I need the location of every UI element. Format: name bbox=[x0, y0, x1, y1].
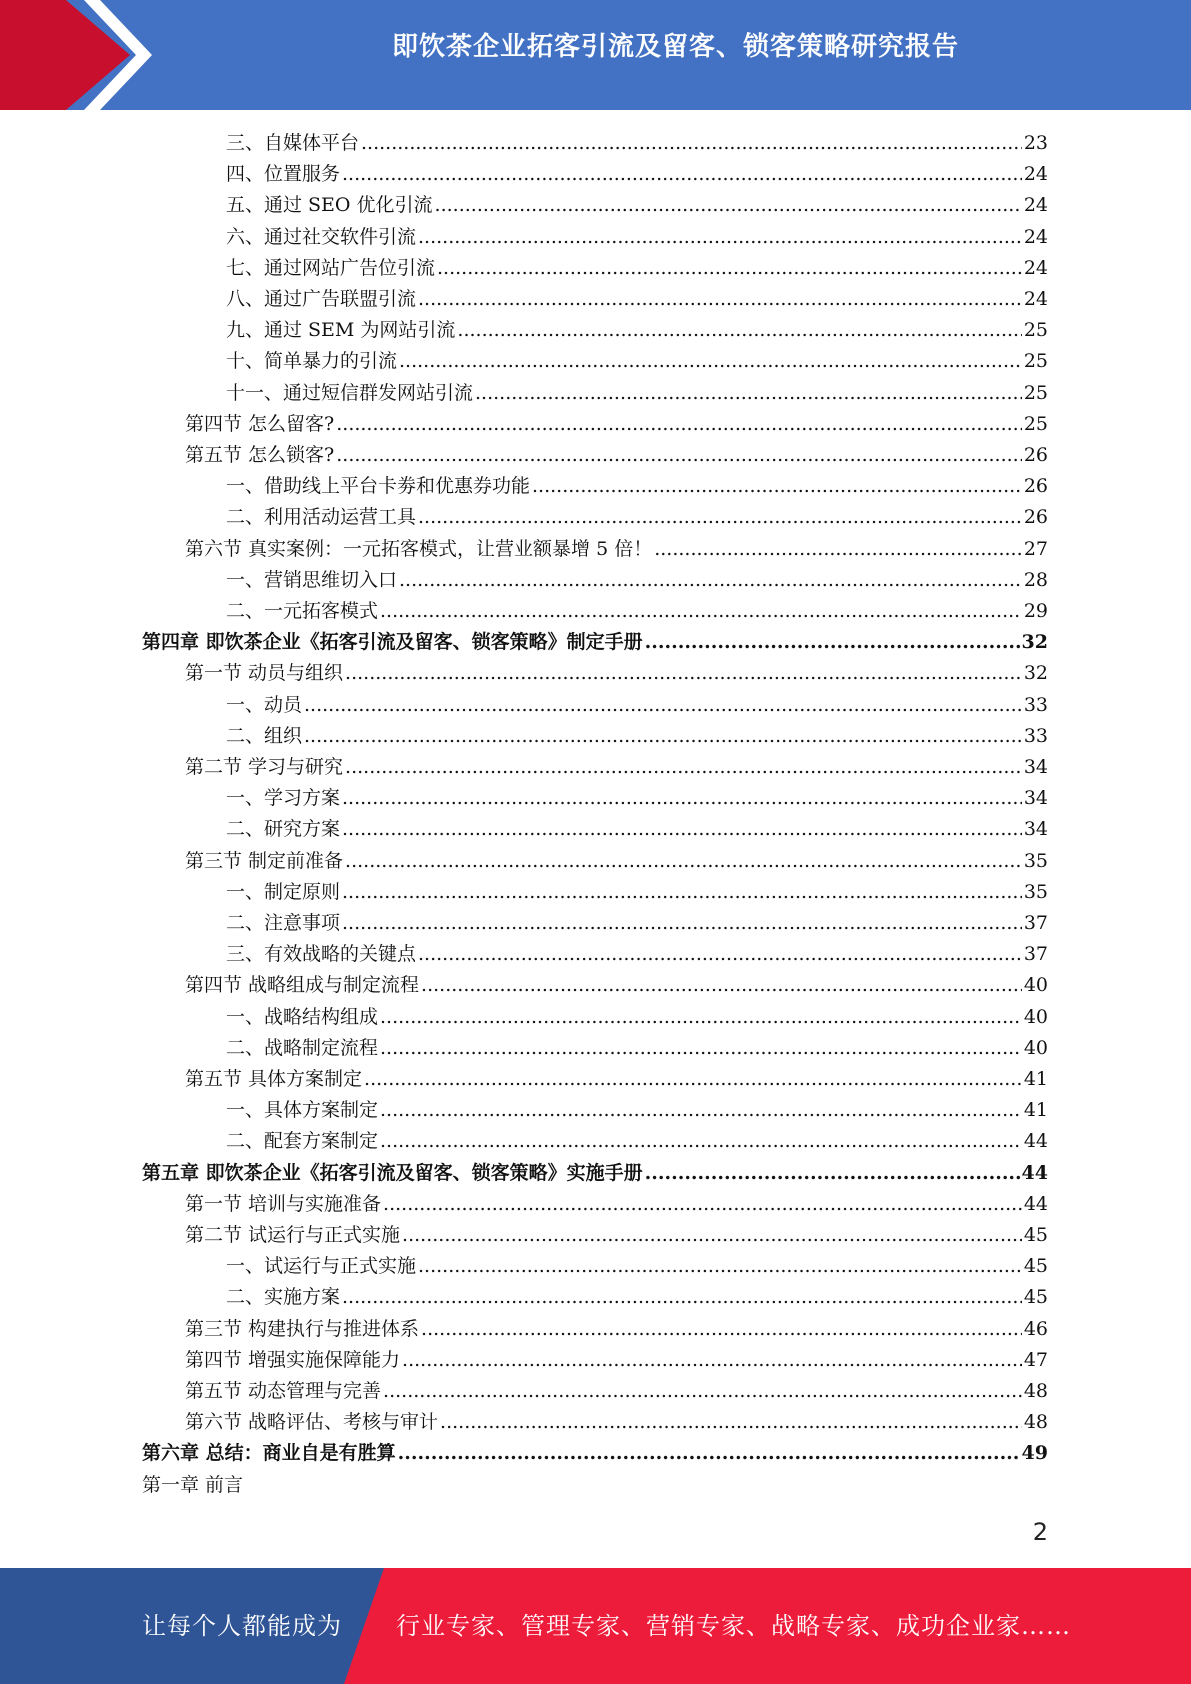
toc-entry-page: 44 bbox=[1023, 1192, 1048, 1215]
toc-entry-page: 48 bbox=[1023, 1380, 1048, 1402]
toc-dot-leader bbox=[421, 1314, 1022, 1345]
toc-entry-title: 二、研究方案 bbox=[226, 818, 341, 841]
toc-dot-leader bbox=[399, 346, 1022, 377]
toc-entry-page: 27 bbox=[1023, 537, 1048, 560]
toc-entry-title: 第一节 动员与组织 bbox=[185, 662, 344, 685]
toc-entry[interactable] bbox=[185, 1314, 1048, 1345]
toc-entry-title: 第二节 学习与研究 bbox=[185, 756, 344, 778]
toc-entry-page: 49 bbox=[1021, 1442, 1048, 1465]
toc-entry-page: 37 bbox=[1023, 912, 1048, 934]
toc-dot-leader bbox=[342, 159, 1022, 190]
toc-entry[interactable] bbox=[185, 534, 1048, 565]
toc-entry[interactable] bbox=[226, 1002, 1048, 1033]
page-footer bbox=[0, 1568, 1191, 1684]
toc-entry-title: 第三节 制定前准备 bbox=[185, 849, 344, 872]
toc-dot-leader bbox=[418, 1251, 1022, 1282]
toc-entry-page: 34 bbox=[1023, 818, 1048, 841]
toc-entry[interactable] bbox=[226, 159, 1048, 190]
toc-entry-title: 第五节 具体方案制定 bbox=[185, 1068, 363, 1090]
toc-entry-page: 32 bbox=[1021, 631, 1048, 654]
toc-entry-title: 九、通过 SEM 为网站引流 bbox=[226, 319, 456, 342]
toc-entry[interactable] bbox=[226, 908, 1048, 939]
toc-entry-page: 25 bbox=[1023, 319, 1048, 342]
toc-entry[interactable] bbox=[185, 1376, 1048, 1407]
toc-entry[interactable] bbox=[226, 315, 1048, 346]
toc-entry-page: 24 bbox=[1023, 225, 1048, 248]
toc-dot-leader bbox=[364, 1064, 1022, 1095]
toc-entry-title: 第五节 怎么锁客? bbox=[185, 444, 335, 466]
toc-entry-title: 五、通过 SEO 优化引流 bbox=[226, 194, 433, 217]
toc-dot-leader bbox=[399, 565, 1022, 596]
toc-entry-page: 47 bbox=[1023, 1348, 1048, 1371]
toc-dot-leader bbox=[345, 752, 1022, 783]
toc-dot-leader bbox=[380, 1002, 1022, 1033]
toc-entry-page: 25 bbox=[1023, 350, 1048, 373]
toc-entry-page: 41 bbox=[1023, 1099, 1048, 1122]
footer-slogan-left: 让每个人都能成为 bbox=[142, 1612, 342, 1640]
toc-entry[interactable] bbox=[185, 846, 1048, 877]
toc-entry-page: 24 bbox=[1023, 256, 1048, 279]
toc-entry[interactable] bbox=[226, 721, 1048, 752]
toc-entry-title: 一、动员 bbox=[226, 693, 303, 716]
toc-dot-leader bbox=[418, 939, 1022, 970]
toc-entry-page: 46 bbox=[1023, 1317, 1048, 1340]
toc-entry-title: 第四章 即饮茶企业《拓客引流及留客、锁客策略》制定手册 bbox=[142, 631, 643, 654]
toc-entry-page: 40 bbox=[1023, 1005, 1048, 1028]
toc-entry[interactable] bbox=[226, 939, 1048, 970]
toc-entry-title: 十、简单暴力的引流 bbox=[226, 350, 398, 373]
toc-entry-page: 34 bbox=[1023, 787, 1048, 810]
toc-entry[interactable] bbox=[226, 190, 1048, 221]
toc-dot-leader bbox=[475, 378, 1022, 409]
toc-entry[interactable] bbox=[226, 690, 1048, 721]
toc-entry[interactable] bbox=[142, 1158, 1048, 1189]
toc-dot-leader bbox=[418, 284, 1022, 315]
toc-entry-page: 35 bbox=[1023, 849, 1048, 872]
toc-entry[interactable] bbox=[226, 1282, 1048, 1313]
toc-entry-page: 23 bbox=[1023, 132, 1048, 154]
toc-entry[interactable] bbox=[226, 502, 1048, 533]
toc-dot-leader bbox=[342, 1282, 1022, 1313]
toc-entry-title: 第四节 怎么留客? bbox=[185, 412, 335, 435]
toc-entry-page: 32 bbox=[1023, 662, 1048, 685]
toc-entry-title: 一、制定原则 bbox=[226, 880, 341, 903]
toc-entry[interactable] bbox=[185, 1220, 1048, 1251]
toc-dot-leader bbox=[383, 1376, 1022, 1407]
toc-entry-title: 六、通过社交软件引流 bbox=[226, 225, 417, 248]
toc-entry-title: 第三节 构建执行与推进体系 bbox=[185, 1317, 420, 1340]
toc-entry-page: 44 bbox=[1021, 1161, 1048, 1184]
toc-dot-leader bbox=[380, 596, 1022, 627]
toc-entry[interactable] bbox=[226, 1095, 1048, 1126]
toc-dot-leader bbox=[342, 908, 1022, 939]
toc-dot-leader bbox=[380, 1095, 1022, 1126]
toc-entry-title: 第六章 总结：商业自是有胜算 bbox=[142, 1442, 396, 1465]
toc-entry-page: 26 bbox=[1023, 475, 1048, 498]
toc-dot-leader bbox=[336, 409, 1022, 440]
toc-dot-leader bbox=[402, 1345, 1022, 1376]
toc-entry[interactable] bbox=[226, 877, 1048, 908]
toc-entry-page: 40 bbox=[1023, 1036, 1048, 1059]
toc-entry[interactable] bbox=[226, 253, 1048, 284]
toc-dot-leader bbox=[342, 814, 1022, 845]
trailing-heading: 第一章 前言 bbox=[142, 1474, 244, 1496]
page-number: 2 bbox=[1032, 1518, 1048, 1546]
toc-entry[interactable] bbox=[226, 346, 1048, 377]
toc-dot-leader bbox=[304, 721, 1022, 752]
toc-dot-leader bbox=[398, 1438, 1020, 1469]
toc-entry-page: 33 bbox=[1023, 724, 1048, 747]
toc-entry-page: 37 bbox=[1023, 943, 1048, 966]
toc-dot-leader bbox=[380, 1126, 1022, 1157]
toc-dot-leader bbox=[421, 970, 1022, 1001]
toc-entry-title: 第六节 真实案例：一元拓客模式，让营业额暴增 5 倍！ bbox=[185, 537, 653, 560]
toc-dot-leader bbox=[440, 1407, 1022, 1438]
toc-entry-title: 七、通过网站广告位引流 bbox=[226, 256, 436, 279]
toc-entry-page: 24 bbox=[1023, 163, 1048, 186]
toc-entry-page: 45 bbox=[1023, 1286, 1048, 1309]
toc-dot-leader bbox=[654, 534, 1022, 565]
toc-entry-title: 第四节 战略组成与制定流程 bbox=[185, 974, 420, 997]
toc-dot-leader bbox=[380, 1033, 1022, 1064]
toc-dot-leader bbox=[418, 222, 1022, 253]
toc-entry-page: 29 bbox=[1023, 600, 1048, 622]
toc-entry-title: 一、试运行与正式实施 bbox=[226, 1255, 417, 1278]
toc-entry-page: 41 bbox=[1023, 1068, 1048, 1090]
toc-entry-title: 四、位置服务 bbox=[226, 163, 341, 186]
toc-entry-page: 40 bbox=[1023, 974, 1048, 997]
toc-entry-title: 二、实施方案 bbox=[226, 1286, 341, 1309]
toc-entry-title: 二、利用活动运营工具 bbox=[226, 506, 417, 529]
toc-entry-page: 45 bbox=[1023, 1255, 1048, 1278]
toc-entry[interactable] bbox=[185, 970, 1048, 1001]
toc-dot-leader bbox=[345, 846, 1022, 877]
toc-entry[interactable] bbox=[226, 128, 1048, 159]
toc-entry-title: 一、学习方案 bbox=[226, 787, 341, 810]
toc-entry[interactable] bbox=[185, 409, 1048, 440]
toc-entry[interactable] bbox=[142, 627, 1048, 658]
toc-entry-title: 八、通过广告联盟引流 bbox=[226, 288, 417, 310]
toc-entry[interactable] bbox=[226, 378, 1048, 409]
toc-dot-leader bbox=[361, 128, 1022, 159]
toc-dot-leader bbox=[336, 440, 1022, 471]
toc-dot-leader bbox=[345, 658, 1022, 689]
toc-entry[interactable] bbox=[226, 1251, 1048, 1282]
toc-entry-title: 二、注意事项 bbox=[226, 912, 341, 934]
toc-dot-leader bbox=[457, 315, 1021, 346]
toc-entry[interactable] bbox=[226, 814, 1048, 845]
toc-entry-page: 34 bbox=[1023, 756, 1048, 778]
toc-entry[interactable] bbox=[226, 783, 1048, 814]
toc-dot-leader bbox=[304, 690, 1022, 721]
toc-entry[interactable] bbox=[226, 565, 1048, 596]
toc-entry[interactable] bbox=[185, 1407, 1048, 1438]
toc-entry-title: 第一节 培训与实施准备 bbox=[185, 1192, 382, 1215]
toc-entry-title: 三、自媒体平台 bbox=[226, 132, 360, 154]
toc-entry[interactable] bbox=[226, 284, 1048, 315]
toc-entry-title: 第二节 试运行与正式实施 bbox=[185, 1224, 401, 1246]
toc-entry-page: 24 bbox=[1023, 194, 1048, 217]
toc-entry[interactable] bbox=[226, 1033, 1048, 1064]
toc-entry-title: 二、战略制定流程 bbox=[226, 1036, 379, 1059]
toc-entry-title: 一、营销思维切入口 bbox=[226, 568, 398, 591]
toc-entry-page: 48 bbox=[1023, 1411, 1048, 1434]
toc-entry[interactable] bbox=[185, 1064, 1048, 1095]
toc-dot-leader bbox=[435, 190, 1022, 221]
toc-entry-title: 三、有效战略的关键点 bbox=[226, 943, 417, 966]
report-title: 即饮茶企业拓客引流及留客、锁客策略研究报告 bbox=[391, 32, 959, 62]
toc-entry-page: 26 bbox=[1023, 506, 1048, 529]
toc-entry[interactable] bbox=[226, 596, 1048, 627]
toc-entry[interactable] bbox=[185, 440, 1048, 471]
toc-entry-title: 一、具体方案制定 bbox=[226, 1099, 379, 1122]
toc-entry-title: 第五章 即饮茶企业《拓客引流及留客、锁客策略》实施手册 bbox=[142, 1161, 643, 1184]
toc-entry-page: 33 bbox=[1023, 693, 1048, 716]
toc-entry-title: 一、战略结构组成 bbox=[226, 1005, 379, 1028]
toc-entry-title: 一、借助线上平台卡劵和优惠券功能 bbox=[226, 475, 531, 498]
page-header bbox=[0, 0, 1191, 110]
toc-entry-page: 25 bbox=[1023, 381, 1048, 404]
toc-dot-leader bbox=[402, 1220, 1022, 1251]
toc-entry-page: 28 bbox=[1023, 568, 1048, 591]
toc-entry[interactable] bbox=[185, 752, 1048, 783]
toc-entry[interactable] bbox=[185, 1189, 1048, 1220]
toc-entry-page: 25 bbox=[1023, 412, 1048, 435]
toc-entry[interactable] bbox=[226, 471, 1048, 502]
toc-dot-leader bbox=[532, 471, 1022, 502]
toc-entry[interactable] bbox=[185, 658, 1048, 689]
toc-entry-page: 35 bbox=[1023, 880, 1048, 903]
toc-entry-title: 二、组织 bbox=[226, 724, 303, 747]
toc-entry-title: 二、一元拓客模式 bbox=[226, 600, 379, 622]
toc-entry-title: 第六节 战略评估、考核与审计 bbox=[185, 1411, 439, 1434]
toc-dot-leader bbox=[437, 253, 1022, 284]
toc-entry-page: 26 bbox=[1023, 444, 1048, 466]
toc-entry-title: 二、配套方案制定 bbox=[226, 1130, 379, 1153]
toc-dot-leader bbox=[645, 627, 1020, 658]
toc-entry-title: 第五节 动态管理与完善 bbox=[185, 1380, 382, 1402]
toc-entry-page: 44 bbox=[1023, 1130, 1048, 1153]
toc-entry[interactable] bbox=[226, 222, 1048, 253]
toc-entry[interactable] bbox=[226, 1126, 1048, 1157]
toc-entry[interactable] bbox=[142, 1438, 1048, 1469]
toc-dot-leader bbox=[645, 1158, 1020, 1189]
toc-entry[interactable] bbox=[185, 1345, 1048, 1376]
toc-dot-leader bbox=[418, 502, 1022, 533]
toc-entry-page: 45 bbox=[1023, 1224, 1048, 1246]
toc-entry-title: 十一、通过短信群发网站引流 bbox=[226, 381, 474, 404]
toc-dot-leader bbox=[383, 1189, 1022, 1220]
toc-dot-leader bbox=[342, 783, 1022, 814]
footer-slogan-right: 行业专家、管理专家、营销专家、战略专家、成功企业家…… bbox=[396, 1612, 1071, 1640]
toc-entry-title: 第四节 增强实施保障能力 bbox=[185, 1348, 401, 1371]
toc-entry-page: 24 bbox=[1023, 288, 1048, 310]
toc-dot-leader bbox=[342, 877, 1022, 908]
